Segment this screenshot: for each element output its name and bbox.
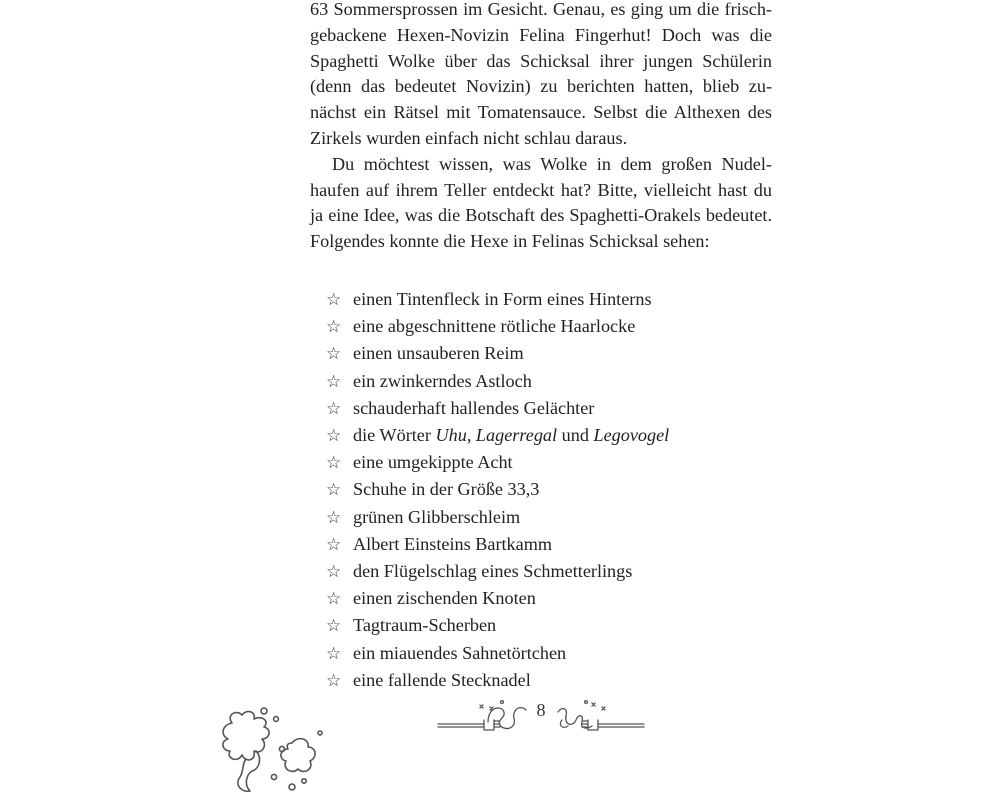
list-item-text: ein zwinkerndes Astloch	[353, 370, 532, 391]
star-icon: ☆	[326, 371, 342, 392]
text-line: Spaghetti Wolke über das Schicksal ihrer jungen Schülerin	[310, 50, 772, 71]
text-line: gebackene Hexen-Novizin Felina Fingerhut! Doch was die	[310, 24, 772, 45]
list-item-text: Albert Einsteins Bartkamm	[353, 533, 553, 554]
list-item-text: schauderhaft hallendes Gelächter	[353, 397, 595, 418]
list-item	[326, 449, 669, 476]
list-item	[326, 340, 669, 367]
list-item-text: Schuhe in der Größe 33,3	[353, 479, 540, 500]
list-item	[326, 531, 669, 558]
list-item	[326, 504, 669, 531]
italic-word: Legovogel	[593, 425, 670, 446]
star-icon: ☆	[326, 616, 342, 637]
list-item	[326, 313, 669, 340]
star-icon: ☆	[326, 670, 342, 691]
page-folio	[436, 690, 646, 740]
list-item	[326, 640, 669, 667]
italic-word: Uhu	[435, 425, 467, 446]
list-item-text: einen unsauberen Reim	[353, 343, 524, 364]
star-icon: ☆	[326, 317, 342, 338]
star-icon: ☆	[326, 426, 342, 447]
text-line: Zirkels wurden einfach nicht schlau daraus.	[310, 127, 628, 148]
paragraph-2	[310, 152, 772, 255]
star-icon: ☆	[326, 534, 342, 555]
text-line: Du möchtest wissen, was Wolke in dem großen Nudel-	[332, 153, 772, 174]
text-line: ja eine Idee, was die Botschaft des Spaghetti-Orakels bedeutet.	[310, 205, 772, 226]
star-icon: ☆	[326, 507, 342, 528]
star-icon: ☆	[326, 562, 342, 583]
star-icon: ☆	[326, 589, 342, 610]
list-item-text: den Flügelschlag eines Schmetterlings	[353, 561, 633, 582]
list-item	[326, 395, 669, 422]
list-item	[326, 585, 669, 612]
connector: und	[557, 425, 594, 446]
star-icon: ☆	[326, 480, 342, 501]
italic-word: Lagerregal	[475, 425, 558, 446]
list-item-text: eine fallende Stecknadel	[353, 669, 531, 690]
list-item	[326, 368, 669, 395]
list-item	[326, 422, 669, 449]
star-icon: ☆	[326, 344, 342, 365]
text-line: Folgendes konnte die Hexe in Felinas Schicksal sehen:	[310, 231, 710, 252]
text-line: haufen auf ihrem Teller entdeckt hat? Bitte, vielleicht hast du	[310, 179, 772, 200]
list-item	[326, 476, 669, 503]
list-item-text: die Wörter	[353, 425, 436, 446]
ink-splotch-icon	[220, 705, 360, 800]
text-line: (denn das bedeutet Novizin) zu berichten hatten, blieb zu-	[310, 76, 772, 97]
list-item-text: grünen Glibberschleim	[353, 506, 521, 527]
list-item-text: einen Tintenfleck in Form eines Hinterns	[353, 289, 652, 309]
star-icon: ☆	[326, 398, 342, 419]
list-item	[326, 558, 669, 585]
list-item	[326, 286, 669, 313]
list-item	[326, 612, 669, 639]
star-icon: ☆	[326, 453, 342, 474]
separator: ,	[466, 425, 476, 446]
star-icon: ☆	[326, 290, 342, 310]
list-item-text: ein miauendes Sahnetörtchen	[353, 642, 567, 663]
list-item-text: eine abgeschnittene rötliche Haarlocke	[353, 316, 636, 337]
star-icon: ☆	[326, 643, 342, 664]
oracle-list	[326, 286, 669, 694]
list-item-text: eine umgekippte Acht	[353, 452, 513, 473]
body-text	[310, 0, 772, 255]
list-item-text: Tagtraum-Scherben	[353, 615, 497, 636]
page-number: 8	[536, 700, 546, 720]
text-line: nächst ein Rätsel mit Tomatensauce. Selbst die Althexen des	[310, 102, 772, 123]
list-item-text: einen zischenden Knoten	[353, 588, 536, 609]
text-line: 63 Sommersprossen im Gesicht. Genau, es ging um die frisch-	[310, 0, 772, 19]
paragraph-1	[310, 0, 772, 152]
